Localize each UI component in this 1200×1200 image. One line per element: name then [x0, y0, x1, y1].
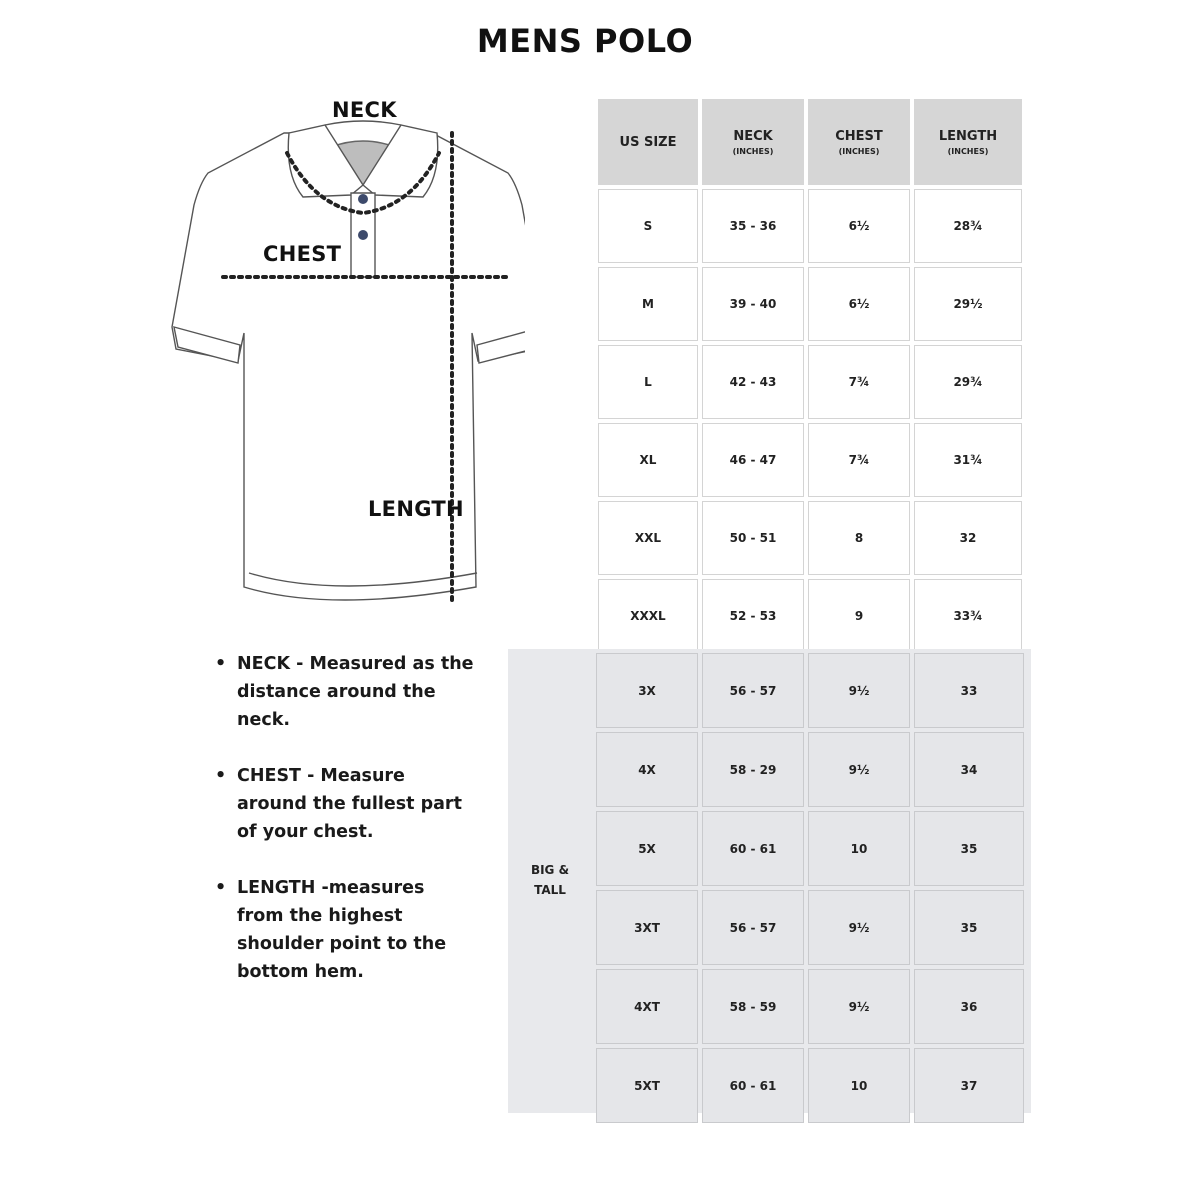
table-row — [598, 345, 1022, 419]
neck-cell: 35 - 36 — [702, 189, 804, 263]
size-cell: S — [598, 189, 698, 263]
length-cell: 36 — [914, 969, 1024, 1044]
table-row — [598, 579, 1022, 653]
neck-cell: 56 - 57 — [702, 653, 804, 728]
chest-cell: 8 — [808, 501, 910, 575]
length-cell: 33 — [914, 653, 1024, 728]
chest-cell: 7¾ — [808, 423, 910, 497]
length-cell: 35 — [914, 890, 1024, 965]
neck-cell: 42 - 43 — [702, 345, 804, 419]
measurement-notes — [215, 650, 475, 1014]
chest-label: CHEST — [263, 242, 342, 266]
neck-cell: 46 - 47 — [702, 423, 804, 497]
table-row — [598, 267, 1022, 341]
table-row — [598, 501, 1022, 575]
size-table — [594, 95, 1026, 657]
table-row — [596, 653, 1024, 728]
neck-label: NECK — [332, 98, 397, 122]
size-cell: 4XT — [596, 969, 698, 1044]
table-row — [596, 811, 1024, 886]
size-cell: XXXL — [598, 579, 698, 653]
length-cell: 34 — [914, 732, 1024, 807]
size-cell: 5XT — [596, 1048, 698, 1123]
chest-cell: 9½ — [808, 890, 910, 965]
table-row — [596, 890, 1024, 965]
length-cell: 31¾ — [914, 423, 1022, 497]
length-cell: 33¾ — [914, 579, 1022, 653]
neck-cell: 60 - 61 — [702, 1048, 804, 1123]
chest-cell: 10 — [808, 811, 910, 886]
header-us-size: US SIZE — [598, 99, 698, 185]
note-neck: • NECK - Measured as the distance around the neck. — [215, 654, 474, 730]
neck-cell: 56 - 57 — [702, 890, 804, 965]
header-neck: NECK (INCHES) — [702, 99, 804, 185]
note-chest: • CHEST - Measure around the fullest part of your chest. — [215, 766, 462, 842]
neck-cell: 39 - 40 — [702, 267, 804, 341]
big-tall-label: BIG & TALL — [530, 863, 570, 897]
length-cell: 35 — [914, 811, 1024, 886]
length-cell: 28¾ — [914, 189, 1022, 263]
chest-cell: 10 — [808, 1048, 910, 1123]
neck-cell: 58 - 59 — [702, 969, 804, 1044]
size-cell: XXL — [598, 501, 698, 575]
polo-shirt-diagram — [165, 95, 525, 625]
neck-cell: 50 - 51 — [702, 501, 804, 575]
chest-cell: 6½ — [808, 189, 910, 263]
page-title: MENS POLO — [476, 22, 694, 60]
table-header-row — [598, 99, 1022, 185]
header-chest: CHEST (INCHES) — [808, 99, 910, 185]
size-cell: 3XT — [596, 890, 698, 965]
size-cell: 4X — [596, 732, 698, 807]
chest-cell: 9 — [808, 579, 910, 653]
table-row — [598, 189, 1022, 263]
chest-cell: 9½ — [808, 969, 910, 1044]
note-length: • LENGTH -measures from the highest shoulder point to the bottom hem. — [215, 878, 447, 982]
size-cell: 3X — [596, 653, 698, 728]
size-cell: XL — [598, 423, 698, 497]
size-cell: L — [598, 345, 698, 419]
chest-cell: 7¾ — [808, 345, 910, 419]
chest-cell: 9½ — [808, 732, 910, 807]
table-row — [596, 1048, 1024, 1123]
length-cell: 29¾ — [914, 345, 1022, 419]
neck-cell: 58 - 29 — [702, 732, 804, 807]
length-cell: 37 — [914, 1048, 1024, 1123]
header-length: LENGTH (INCHES) — [914, 99, 1022, 185]
length-cell: 29½ — [914, 267, 1022, 341]
table-row — [596, 732, 1024, 807]
size-cell: 5X — [596, 811, 698, 886]
length-label: LENGTH — [368, 497, 464, 521]
chest-cell: 6½ — [808, 267, 910, 341]
neck-cell: 60 - 61 — [702, 811, 804, 886]
table-row — [596, 969, 1024, 1044]
table-row — [598, 423, 1022, 497]
size-cell: M — [598, 267, 698, 341]
neck-cell: 52 - 53 — [702, 579, 804, 653]
chest-cell: 9½ — [808, 653, 910, 728]
length-cell: 32 — [914, 501, 1022, 575]
big-tall-table — [592, 649, 1028, 1127]
